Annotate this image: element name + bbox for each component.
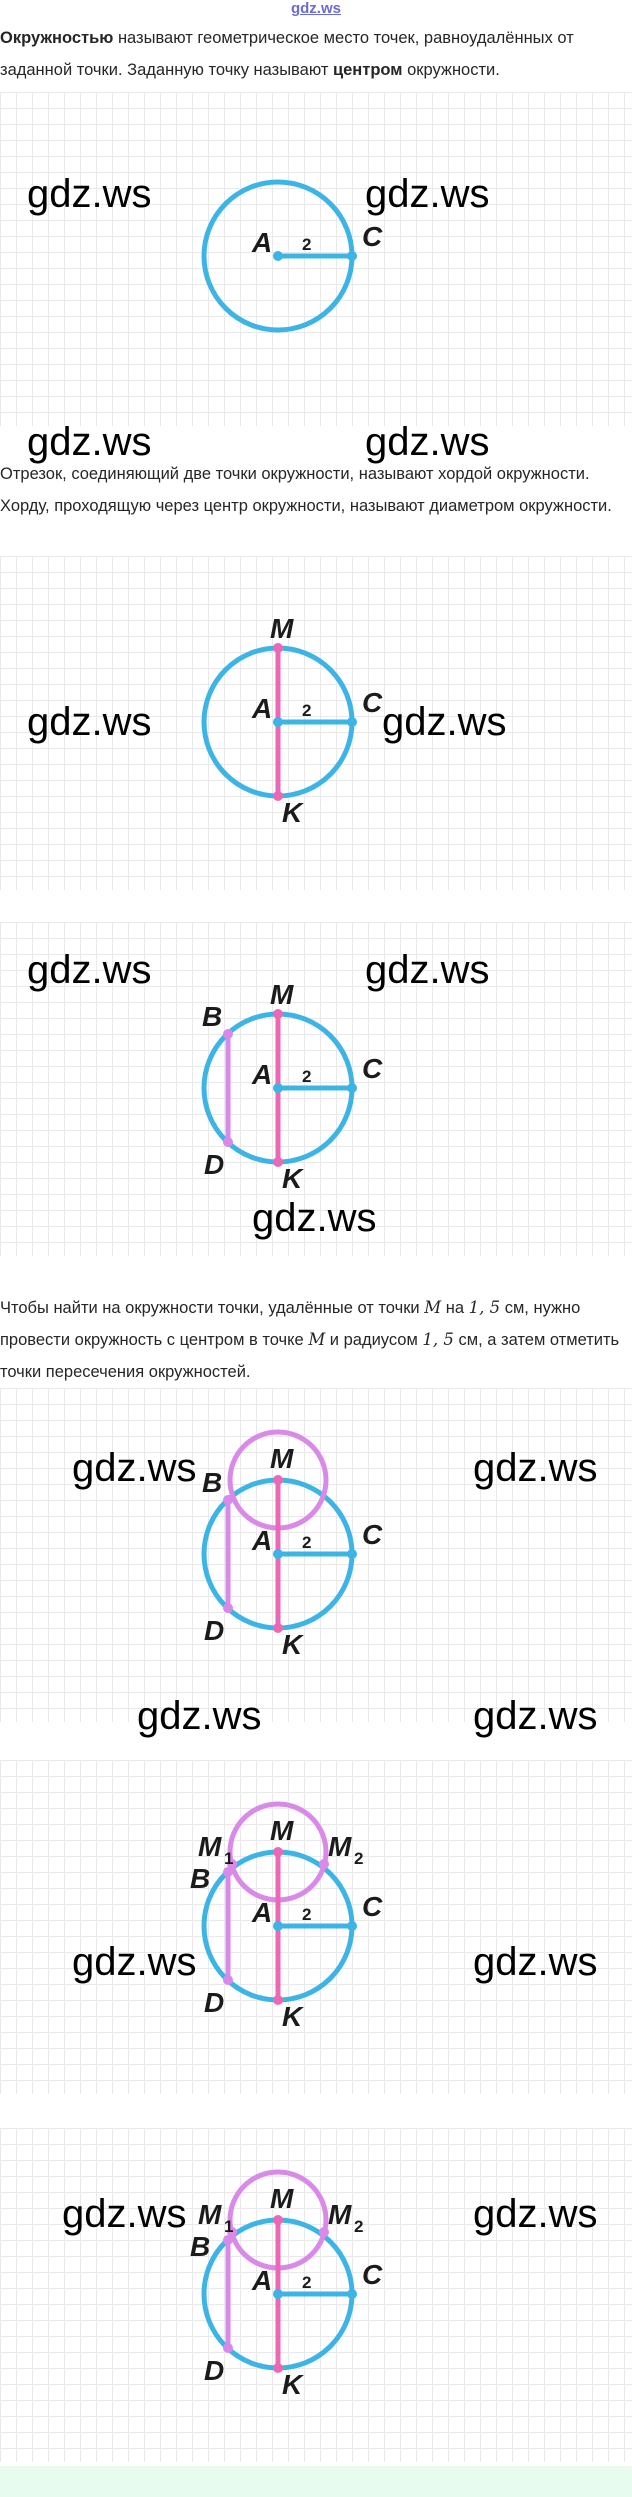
watermark: gdz.ws: [365, 948, 490, 992]
label-M1: M: [198, 2199, 222, 2230]
figure-circle-radius: [0, 92, 632, 426]
label-radius: 2: [302, 1533, 312, 1552]
watermark: gdz.ws: [473, 1940, 598, 1984]
paragraph-text: и радиусом: [325, 1331, 423, 1349]
label-K: K: [282, 797, 303, 828]
point-C: [347, 251, 357, 261]
point-D: [223, 2343, 233, 2353]
value-1-5: 1, 5: [468, 1298, 501, 1317]
paragraph-text: Чтобы найти на окружности точки, удалённые от точки: [0, 1299, 425, 1317]
watermark: gdz.ws: [27, 420, 152, 464]
watermark: gdz.ws: [62, 2192, 187, 2236]
label-M1-sub: 1: [224, 1849, 234, 1868]
watermark: gdz.ws: [365, 420, 490, 464]
label-A: A: [252, 1897, 273, 1928]
figure-aux-circle: [0, 1388, 632, 1722]
label-M: M: [270, 1443, 294, 1474]
label-radius: 2: [302, 701, 312, 720]
paragraph-text: см, а затем отметить точки пересечения окружностей.: [0, 1331, 620, 1381]
point-C: [347, 1549, 357, 1559]
watermark: gdz.ws: [27, 172, 152, 216]
point-B: [223, 2235, 233, 2245]
label-C: C: [362, 221, 383, 252]
point-A: [273, 2289, 283, 2299]
label-K: K: [282, 1629, 303, 1660]
label-K: K: [282, 2001, 303, 2032]
label-M: M: [270, 613, 294, 644]
watermark: gdz.ws: [473, 2192, 598, 2236]
watermark: gdz.ws: [72, 1940, 197, 1984]
label-radius: 2: [302, 235, 312, 254]
point-B: [223, 1029, 233, 1039]
watermark: gdz.ws: [252, 1196, 377, 1240]
label-D: D: [204, 2355, 225, 2386]
point-A: [273, 251, 283, 261]
watermark: gdz.ws: [27, 948, 152, 992]
point-C: [347, 717, 357, 727]
footer-bar: [0, 2466, 632, 2497]
figure-panel-5: [0, 1760, 632, 2094]
label-B: B: [190, 2231, 211, 2262]
label-M: M: [270, 1815, 294, 1846]
figure-panel-2: [0, 556, 632, 890]
figure-intersections: [0, 1760, 632, 2094]
label-M: M: [270, 979, 294, 1010]
label-A: A: [252, 2265, 273, 2296]
label-A: A: [252, 227, 273, 258]
label-B: B: [190, 1863, 211, 1894]
point-M: [273, 2215, 283, 2225]
label-A: A: [252, 1525, 273, 1556]
site-brand[interactable]: gdz.ws: [290, 0, 341, 17]
label-D: D: [204, 1149, 225, 1180]
label-M: M: [270, 2183, 294, 2214]
paragraph-text: окружности.: [402, 61, 500, 79]
watermark: gdz.ws: [365, 172, 490, 216]
figure-final: [0, 2128, 632, 2462]
label-C: C: [362, 1891, 383, 1922]
point-B: [223, 1495, 233, 1505]
label-C: C: [362, 687, 383, 718]
point-A: [273, 717, 283, 727]
label-B: B: [202, 1467, 223, 1498]
watermark: gdz.ws: [72, 1446, 197, 1490]
term-circle: Окружностью: [0, 29, 114, 47]
paragraph-construction: [0, 1292, 620, 1388]
label-M1-sub: 1: [224, 2217, 234, 2236]
value-1-5: 1, 5: [422, 1330, 454, 1349]
label-radius: 2: [302, 2273, 312, 2292]
paragraph-text: см, нужно провести окружность с центром в точке: [0, 1299, 581, 1349]
figure-panel-6: [0, 2128, 632, 2462]
point-C: [347, 1083, 357, 1093]
label-M2: M: [328, 2199, 352, 2230]
point-M: [273, 643, 283, 653]
point-A: [273, 1921, 283, 1931]
label-K: K: [282, 1163, 303, 1194]
label-M2-sub: 2: [354, 1849, 364, 1868]
point-A: [273, 1083, 283, 1093]
label-D: D: [204, 1615, 225, 1646]
watermark: gdz.ws: [473, 1446, 598, 1490]
var-M: M: [424, 1298, 442, 1317]
label-C: C: [362, 1519, 383, 1550]
label-K: K: [282, 2369, 303, 2400]
term-center: центром: [332, 61, 403, 79]
figure-panel-1: [0, 92, 632, 426]
label-radius: 2: [302, 1905, 312, 1924]
watermark: gdz.ws: [382, 700, 507, 744]
label-A: A: [252, 693, 273, 724]
label-B: B: [202, 1001, 223, 1032]
figure-panel-3: [0, 922, 632, 1256]
watermark: gdz.ws: [473, 1694, 598, 1738]
point-M: [273, 1475, 283, 1485]
var-M: M: [308, 1330, 326, 1349]
label-C: C: [362, 2259, 383, 2290]
paragraph-text: называют геометрическое место точек, равноудалённых от заданной точки. Заданную точку называют: [0, 29, 574, 79]
figure-panel-4: [0, 1388, 632, 1738]
paragraph-chord-definition: Отрезок, соединяющий две точки окружности, называют хордой окружности. Хорду, проходящую через центр окружности, называют диаметром окружности.: [0, 465, 612, 515]
label-M2: M: [328, 1831, 352, 1862]
point-A: [273, 1549, 283, 1559]
label-D: D: [204, 1987, 225, 2018]
label-A: A: [252, 1059, 273, 1090]
label-C: C: [362, 1053, 383, 1084]
paragraph-circle-definition: [0, 22, 620, 86]
point-D: [223, 1975, 233, 1985]
point-D: [223, 1603, 233, 1613]
point-M: [273, 1009, 283, 1019]
point-M: [273, 1847, 283, 1857]
watermark: gdz.ws: [27, 700, 152, 744]
label-radius: 2: [302, 1067, 312, 1086]
point-C: [347, 2289, 357, 2299]
point-C: [347, 1921, 357, 1931]
label-M1: M: [198, 1831, 222, 1862]
point-B: [223, 1867, 233, 1877]
label-M2-sub: 2: [354, 2217, 364, 2236]
paragraph-text: на: [441, 1299, 469, 1317]
watermark: gdz.ws: [137, 1694, 262, 1738]
point-D: [223, 1137, 233, 1147]
